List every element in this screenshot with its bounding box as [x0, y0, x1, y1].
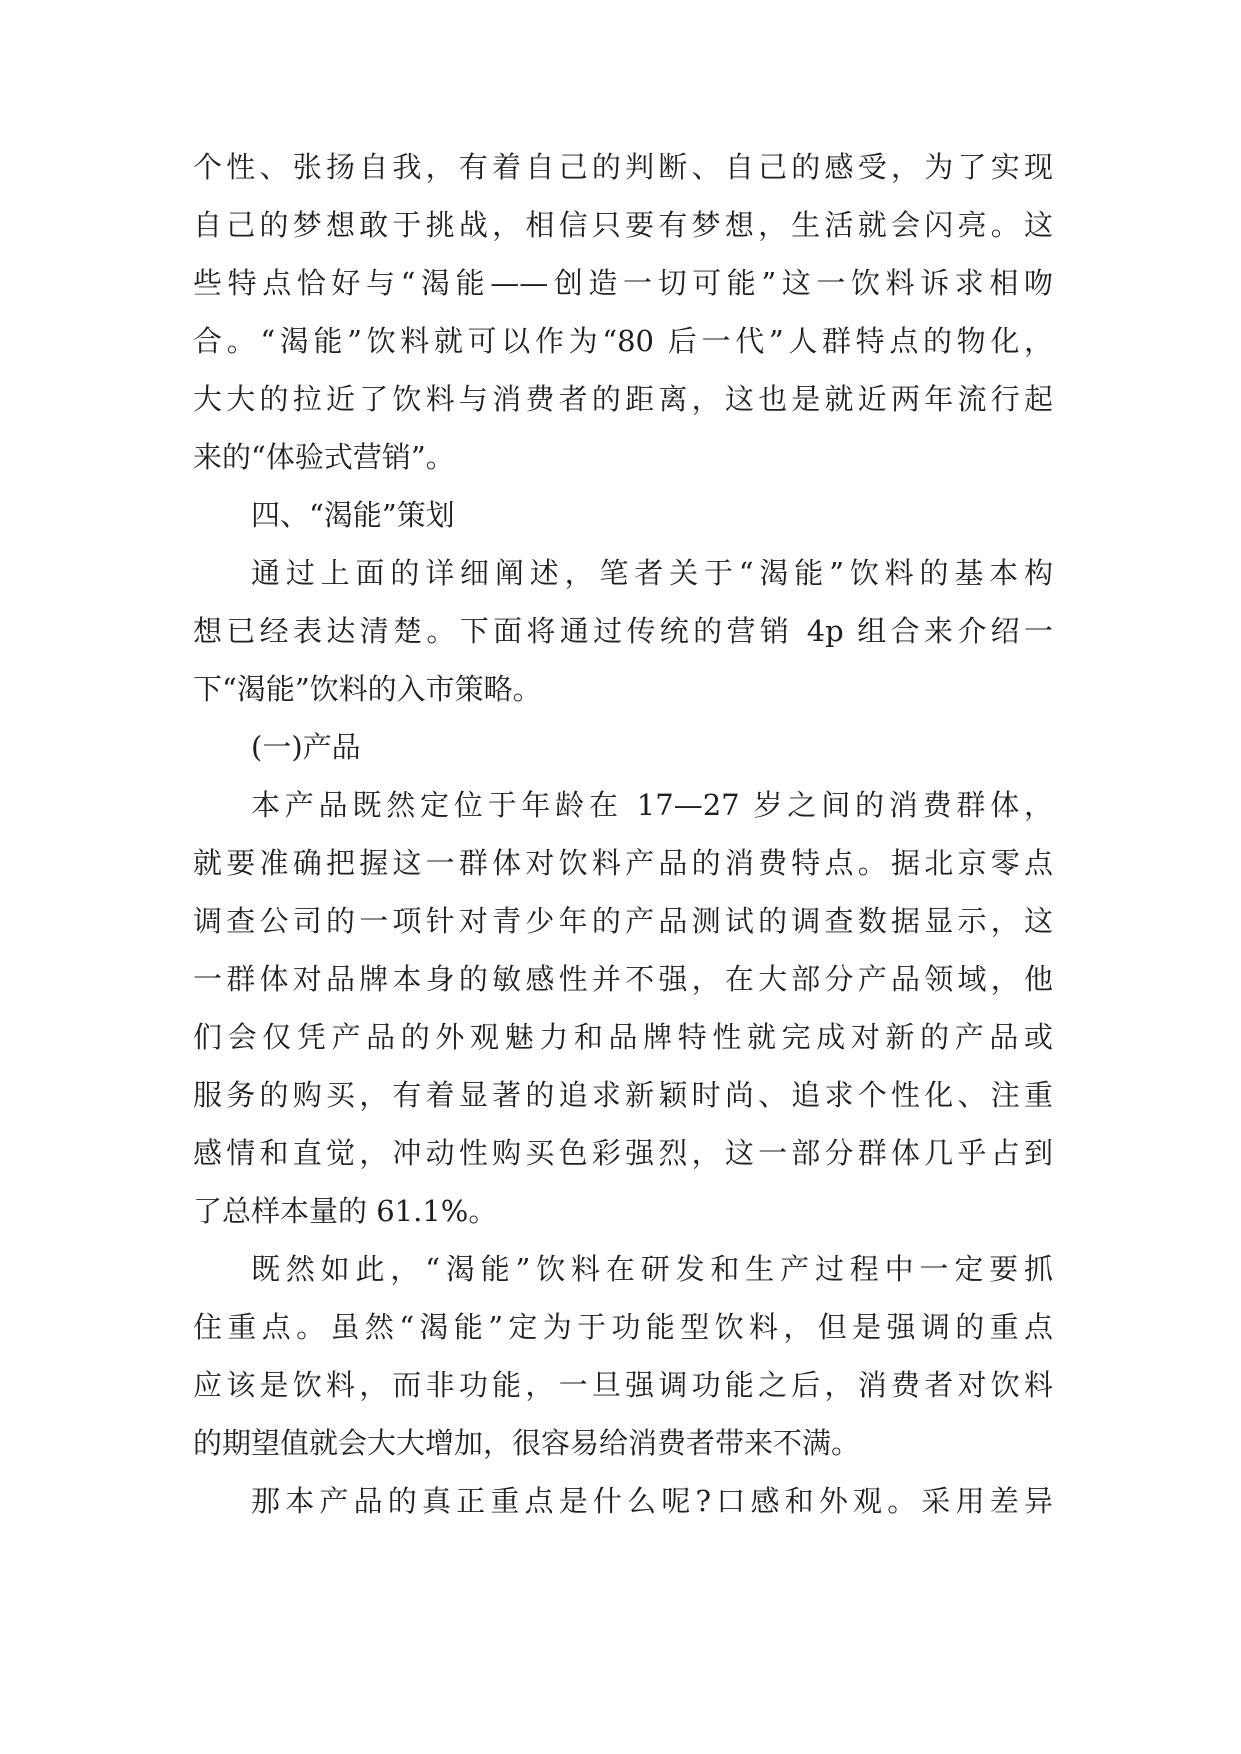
- paragraph-line: 想已经表达清楚。下面将通过传统的营销 4p 组合来介绍一: [193, 614, 1053, 648]
- paragraph-line: 调查公司的一项针对青少年的产品测试的调查数据显示，这: [193, 904, 1053, 938]
- paragraph-line: 合。“渴能”饮料就可以作为“80 后一代”人群特点的物化，: [193, 324, 1053, 358]
- paragraph-line: 那本产品的真正重点是什么呢?口感和外观。采用差异: [251, 1484, 1053, 1518]
- section-heading: 四、“渴能”策划: [251, 498, 455, 532]
- paragraph-line: 些特点恰好与“渴能——创造一切可能”这一饮料诉求相吻: [193, 266, 1053, 300]
- paragraph-line: 下“渴能”饮料的入市策略。: [193, 672, 542, 706]
- paragraph-line: 通过上面的详细阐述，笔者关于“渴能”饮料的基本构: [251, 556, 1053, 590]
- paragraph-line: 们会仅凭产品的外观魅力和品牌特性就完成对新的产品或: [193, 1020, 1053, 1054]
- subsection-heading: (一)产品: [251, 730, 361, 764]
- paragraph-line: 了总样本量的 61.1%。: [193, 1194, 498, 1228]
- paragraph-line: 一群体对品牌本身的敏感性并不强，在大部分产品领域，他: [193, 962, 1053, 996]
- paragraph-line: 来的“体验式营销”。: [193, 440, 455, 474]
- paragraph-line: 既然如此，“渴能”饮料在研发和生产过程中一定要抓: [251, 1252, 1053, 1286]
- paragraph-line: 本产品既然定位于年龄在 17—27 岁之间的消费群体，: [251, 788, 1053, 822]
- paragraph-line: 大大的拉近了饮料与消费者的距离，这也是就近两年流行起: [193, 382, 1053, 416]
- paragraph-line: 感情和直觉，冲动性购买色彩强烈，这一部分群体几乎占到: [193, 1136, 1053, 1170]
- paragraph-line: 就要准确把握这一群体对饮料产品的消费特点。据北京零点: [193, 846, 1053, 880]
- paragraph-line: 个性、张扬自我，有着自己的判断、自己的感受，为了实现: [193, 150, 1053, 184]
- paragraph-line: 自己的梦想敢于挑战，相信只要有梦想，生活就会闪亮。这: [193, 208, 1053, 242]
- paragraph-line: 住重点。虽然“渴能”定为于功能型饮料，但是强调的重点: [193, 1310, 1053, 1344]
- paragraph-line: 应该是饮料，而非功能，一旦强调功能之后，消费者对饮料: [193, 1368, 1053, 1402]
- paragraph-line: 服务的购买，有着显著的追求新颖时尚、追求个性化、注重: [193, 1078, 1053, 1112]
- paragraph-line: 的期望值就会大大增加，很容易给消费者带来不满。: [193, 1426, 861, 1460]
